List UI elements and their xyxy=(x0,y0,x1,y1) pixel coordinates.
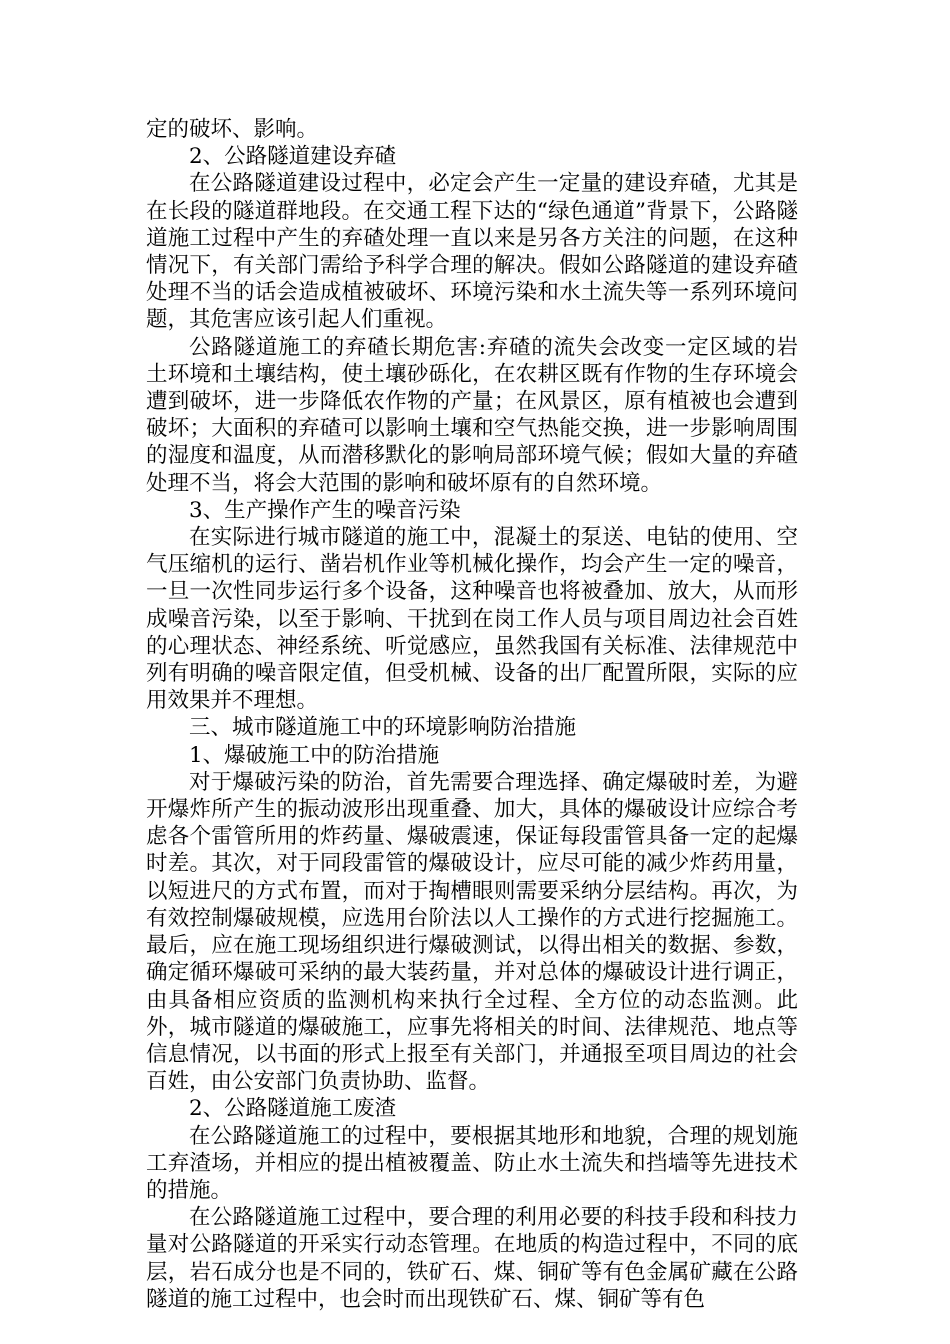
paragraph-6: 在实际进行城市隧道的施工中，混凝土的泵送、电钻的使用、空气压缩机的运行、凿岩机作业等机械化操作，均会产生一定的噪音，一旦一次性同步运行多个设备，这种噪音也将被叠加、放大，从而形成噪音污染，以至于影响、干扰到在岗工作人员与项目周边社会百姓的心理状态、神经系统、听觉感应，虽然我国有关标准、法律规范中列有明确的噪音限定值，但受机械、设备的出厂配置所限，实际的应用效果并不理想。 xyxy=(146,525,798,714)
heading-noise-pollution: 3、生产操作产生的噪音污染 xyxy=(189,497,461,523)
heading-prevention-measures: 三、城市隧道施工中的环境影响防治措施 xyxy=(189,715,577,741)
heading-blasting-measures: 1、爆破施工中的防治措施 xyxy=(189,742,440,768)
paragraph-9: 对于爆破污染的防治，首先需要合理选择、确定爆破时差，为避开爆炸所产生的振动波形出现重叠、加大，具体的爆破设计应综合考虑各个雷管所用的炸药量、爆破震速，保证每段雷管具备一定的起爆时差。其次，对于同段雷管的爆破设计，应尽可能的减少炸药用量，以短进尺的方式布置，而对于掏槽眼则需要采纳分层结构。再次，为有效控制爆破规模，应选用台阶法以人工操作的方式进行挖掘施工。最后，应在施工现场组织进行爆破测试，以得出相关的数据、参数，确定循环爆破可采纳的最大装药量，并对总体的爆破设计进行调正，由具备相应资质的监测机构来执行全过程、全方位的动态监测。此外，城市隧道的爆破施工，应事先将相关的时间、法律规范、地点等信息情况，以书面的形式上报至有关部门，并通报至项目周边的社会百姓，由公安部门负责协助、监督。 xyxy=(146,769,798,1095)
heading-waste-slag: 2、公路隧道建设弃碴 xyxy=(189,144,397,170)
paragraph-1: 定的破坏、影响。 xyxy=(146,117,319,142)
paragraph-4: 公路隧道施工的弃碴长期危害:弃碴的流失会改变一定区域的岩土环境和土壤结构，使土壤砂砾化，在农耕区既有作物的生存环境会遭到破坏，进一步降低农作物的产量；在风景区，原有植被也会遭到破坏；大面积的弃碴可以影响土壤和空气热能交换，进一步影响周围的湿度和温度，从而潜移默化的影响局部环境气候；假如大量的弃碴处理不当，将会大范围的影响和破坏原有的自然环境。 xyxy=(146,334,798,496)
paragraph-3: 在公路隧道建设过程中，必定会产生一定量的建设弃碴，尤其是在长段的隧道群地段。在交通工程下达的“绿色通道”背景下，公路隧道施工过程中产生的弃碴处理一直以来是另各方关注的问题，在这种情况下，有关部门需给予科学合理的解决。假如公路隧道的建设弃碴处理不当的话会造成植被破坏、环境污染和水土流失等一系列环境问题，其危害应该引起人们重视。 xyxy=(146,171,798,333)
paragraph-12: 在公路隧道施工过程中，要合理的利用必要的科技手段和科技力量对公路隧道的开采实行动态管理。在地质的构造过程中，不同的底层，岩石成分也是不同的，铁矿石、煤、铜矿等有色金属矿藏在公路隧道的施工过程中，也会时而出现铁矿石、煤、铜矿等有色 xyxy=(146,1205,798,1312)
document-body xyxy=(146,116,798,1313)
paragraph-11: 在公路隧道施工的过程中，要根据其地形和地貌，合理的规划施工弃渣场，并相应的提出植被覆盖、防止水土流失和挡墙等先进技术的措施。 xyxy=(146,1123,798,1203)
heading-construction-waste: 2、公路隧道施工废渣 xyxy=(189,1096,397,1122)
